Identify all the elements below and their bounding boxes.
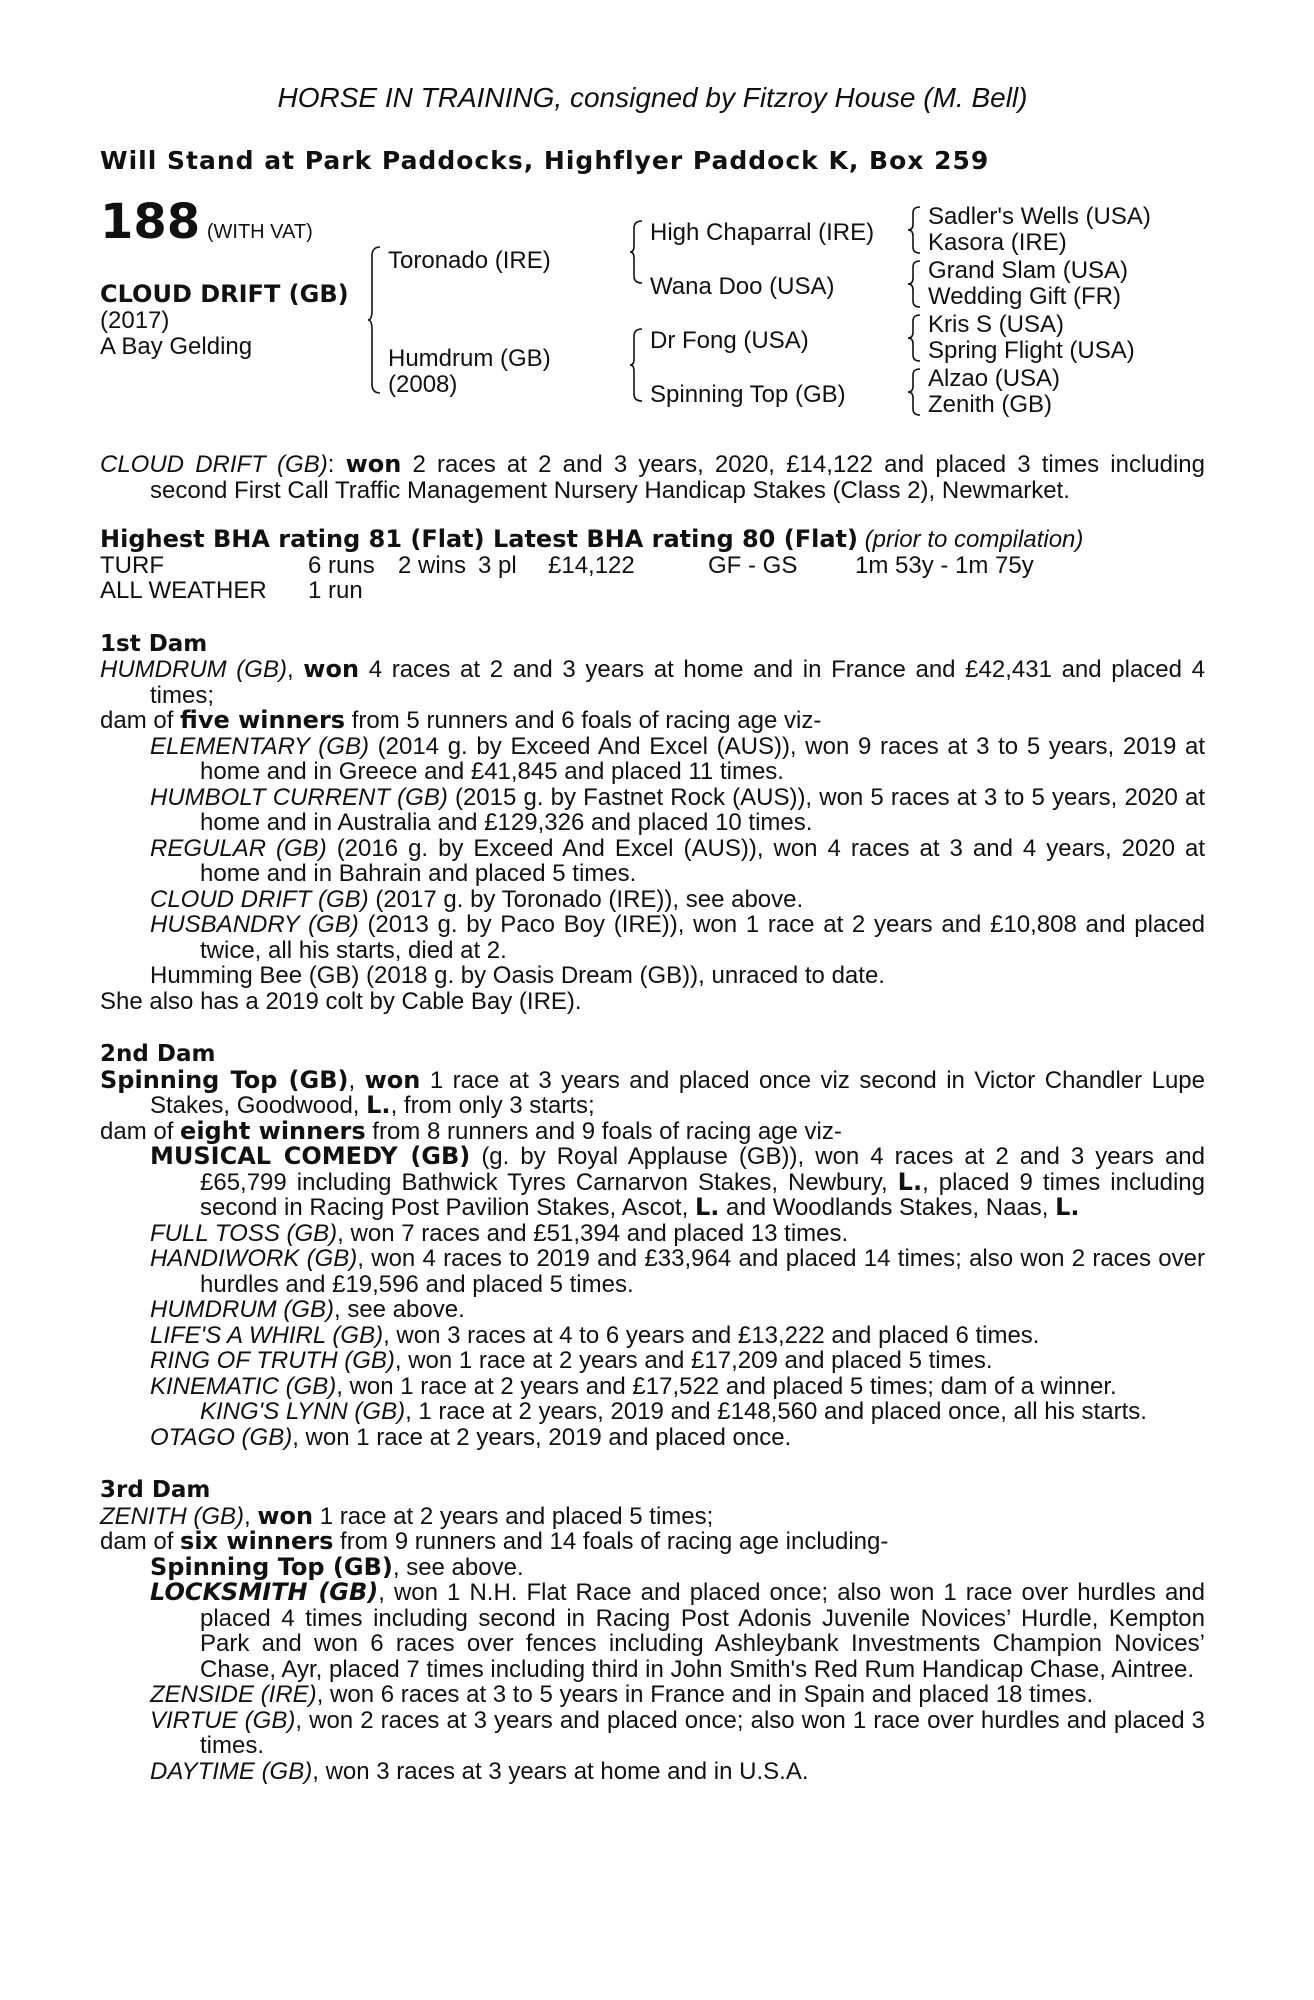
produce-text: (2016 g. by Exceed And Excel (AUS)), won 4 races at 3 and 4 years, 2020 at home and in Bahrain and placed 5 times. [200, 834, 1206, 887]
rating-note: (prior to compilation) [864, 526, 1084, 553]
dam-text: 1 race at 3 years and placed once viz second in Victor Chandler Lupe Stakes, Goodwood, [150, 1066, 1206, 1119]
produce-name: REGULAR (GB) [150, 834, 327, 862]
first-dam-record: HUMDRUM (GB), won 4 races at 2 and 3 years at home and in France and £42,431 and placed 4 times; [100, 655, 1205, 709]
horse-description: A Bay Gelding [100, 333, 253, 360]
produce-name: HUMBOLT CURRENT (GB) [150, 783, 448, 811]
pedigree-bracket [630, 328, 644, 402]
dam-text: 1 race at 2 years and placed 5 times; [319, 1502, 714, 1530]
produce-text: , placed 9 times including second in Racing Post Pavilion Stakes, Ascot, [200, 1168, 1206, 1221]
produce-entry [100, 1425, 1205, 1451]
dam-sire-dam: Spring Flight (USA) [928, 337, 1135, 364]
produce-entry [100, 1323, 1205, 1349]
third-dam-heading: 3rd Dam [100, 1477, 211, 1503]
rating-headline: Highest BHA rating 81 (Flat) Latest BHA rating 80 (Flat) [100, 525, 858, 553]
produce-text: (2013 g. by Paco Boy (IRE)), won 1 race at 2 years and £10,808 and placed twice, all his starts, died at 2. [200, 911, 1206, 964]
winners-count: five winners [180, 706, 346, 734]
produce-entry [100, 1682, 1205, 1708]
produce-name: MUSICAL COMEDY (GB) [150, 1142, 471, 1170]
produce-entry [100, 1297, 1205, 1323]
third-dam-produce-intro [100, 1529, 1205, 1555]
horse-year: (2017) [100, 307, 170, 334]
dam-name: ZENITH (GB) [100, 1502, 244, 1530]
horse-name-ref: CLOUD DRIFT (GB) [100, 451, 328, 478]
produce-text: and Woodlands Stakes, Naas, [726, 1194, 1049, 1221]
all-weather-record [100, 578, 1205, 604]
produce-entry [100, 1144, 1205, 1221]
dam-dam: Spinning Top (GB) [650, 381, 846, 408]
produce-entry [100, 785, 1205, 836]
pedigree-bracket [368, 246, 382, 394]
lot-number: 188 [100, 194, 201, 250]
produce-name: Spinning Top (GB) [150, 1552, 393, 1581]
produce-entry [100, 1374, 1205, 1400]
produce-entry [100, 1221, 1205, 1247]
won-label: won [303, 655, 360, 683]
produce-text: , won 3 races at 4 to 6 years and £13,222 and placed 6 times. [383, 1321, 1040, 1349]
dam-sire: Dr Fong (USA) [650, 327, 809, 354]
produce-note: She also has a 2019 colt by Cable Bay (IRE). [100, 987, 582, 1015]
turf-distance: 1m 53y - 1m 75y [855, 551, 1034, 579]
produce-name: ELEMENTARY (GB) [150, 732, 369, 760]
pedigree-bracket [630, 220, 644, 284]
rating-line [100, 527, 1205, 553]
turf-placed: 3 pl [478, 551, 517, 579]
produce-intro-text: from 9 runners and 14 foals of racing age including- [340, 1528, 889, 1555]
sire-sire-dam: Kasora (IRE) [928, 229, 1067, 256]
produce-name: FULL TOSS (GB) [150, 1219, 338, 1247]
produce-text: , won 1 N.H. Flat Race and placed once; also won 1 race over hurdles and placed 4 times including second in Racing Post Adonis Juvenile Novices’ Hurdle, Kempton Park and won 6 races over fences including Ashleybank Investments Champion Novices’ Chase, Ayr, placed 7 times including third in John Smith's Red Rum Handicap Chase, Aintree. [200, 1579, 1205, 1683]
produce-entry [100, 1580, 1205, 1682]
sire-dam-dam: Wedding Gift (FR) [928, 283, 1121, 310]
turf-record [100, 553, 1205, 579]
vat-note: (WITH VAT) [206, 221, 313, 243]
produce-name: DAYTIME (GB) [150, 1757, 313, 1785]
sire-dam: Wana Doo (USA) [650, 273, 835, 300]
produce-text: (g. by Royal Applause (GB)), won 4 races at 2 and 3 years and £65,799 including Bathwick Tyres Carnarvon Stakes, Newbury, [200, 1143, 1205, 1196]
first-dam-produce-intro [100, 708, 1205, 734]
summary-text: 2 races at 2 and 3 years, 2020, £14,122 and placed 3 times including second First Call Traffic Management Nursery Handicap Stakes (Class 2), Newmarket. [150, 451, 1206, 504]
produce-text: (2014 g. by Exceed And Excel (AUS)), won 9 races at 3 to 5 years, 2019 at home and in Greece and £41,845 and placed 11 times. [200, 732, 1205, 785]
produce-entry [100, 887, 1205, 913]
produce-entry [100, 734, 1205, 785]
produce-name: HUSBANDRY (GB) [150, 911, 359, 938]
sire-sire: High Chaparral (IRE) [650, 219, 875, 246]
dam-dam-dam: Zenith (GB) [928, 391, 1053, 418]
produce-text: (2017 g. by Toronado (IRE)), see above. [375, 885, 804, 913]
produce-text: , won 6 races at 3 to 5 years in France and in Spain and placed 18 times. [316, 1681, 1094, 1708]
produce-text: , won 3 races at 3 years at home and in U.S.A. [312, 1757, 809, 1785]
pedigree-bracket [908, 368, 922, 416]
dam-name: Spinning Top (GB) [100, 1065, 349, 1094]
listed-mark: L. [694, 1193, 720, 1221]
dam-text: , from only 3 starts; [390, 1092, 595, 1119]
aw-label: ALL WEATHER [100, 577, 267, 604]
pedigree-bracket [908, 260, 922, 308]
listed-mark: L. [366, 1091, 391, 1119]
pedigree-bracket [908, 206, 922, 254]
produce-text: (2015 g. by Fastnet Rock (AUS)), won 5 races at 3 to 5 years, 2020 at home and in Australia and £129,326 and placed 10 times. [200, 783, 1206, 836]
produce-text: , won 7 races and £51,394 and placed 13 times. [337, 1219, 849, 1247]
produce-text: , won 2 races at 3 years and placed once; also won 1 race over hurdles and placed 3 times. [200, 1706, 1206, 1759]
dam: Humdrum (GB) [388, 345, 551, 372]
turf-prize: £14,122 [548, 551, 635, 579]
sire-sire-sire: Sadler's Wells (USA) [928, 203, 1151, 230]
produce-text: , won 1 race at 2 years, 2019 and placed once. [292, 1423, 792, 1451]
produce-intro-text: from 8 runners and 9 foals of racing age viz- [372, 1117, 842, 1145]
produce-name: LIFE'S A WHIRL (GB) [150, 1321, 384, 1349]
dam-year: (2008) [388, 371, 458, 398]
dam-of-label: dam of [100, 707, 174, 734]
produce-unraced: Humming Bee (GB) (2018 g. by Oasis Dream (GB)), unraced to date. [150, 962, 885, 989]
lot-heading [100, 194, 313, 250]
horse-name: CLOUD DRIFT (GB) [100, 280, 349, 308]
second-dam-heading: 2nd Dam [100, 1041, 216, 1067]
page-title: HORSE IN TRAINING, consigned by Fitzroy House (M. Bell) [277, 82, 1028, 113]
produce-name: LOCKSMITH (GB) [150, 1578, 379, 1606]
produce-intro-text: from 5 runners and 6 foals of racing age viz- [351, 707, 822, 734]
produce-name: ZENSIDE (IRE) [150, 1681, 317, 1708]
dam-of-label: dam of [100, 1528, 174, 1555]
produce-text: , 1 race at 2 years, 2019 and £148,560 and placed once, all his starts. [405, 1398, 1147, 1425]
produce-text: , see above. [333, 1296, 465, 1323]
pedigree-table [100, 194, 1205, 440]
won-label: won [257, 1501, 314, 1530]
turf-wins: 2 wins [398, 551, 467, 579]
produce-entry [100, 1552, 1205, 1581]
sire: Toronado (IRE) [388, 247, 551, 274]
listed-mark: L. [1055, 1193, 1080, 1221]
produce-name: HANDIWORK (GB) [150, 1245, 358, 1272]
produce-entry [100, 1348, 1205, 1374]
produce-text: , won 1 race at 2 years and £17,209 and placed 5 times. [394, 1347, 993, 1374]
dam-of-label: dam of [100, 1117, 174, 1145]
produce-entry [100, 836, 1205, 887]
dam-text: 4 races at 2 and 3 years at home and in France and £42,431 and placed 4 times; [150, 656, 1205, 709]
winners-count: eight winners [180, 1116, 366, 1145]
dam-name: HUMDRUM (GB) [100, 656, 287, 683]
third-dam-record: ZENITH (GB), won 1 race at 2 years and placed 5 times; [100, 1501, 714, 1530]
sire-dam-sire: Grand Slam (USA) [928, 257, 1129, 284]
first-dam-heading: 1st Dam [100, 630, 208, 657]
produce-entry [100, 1708, 1205, 1759]
produce-text: , won 4 races to 2019 and £33,964 and placed 14 times; also won 2 races over hurdles and £19,596 and placed 5 times. [200, 1245, 1205, 1298]
winners-count: six winners [180, 1527, 334, 1555]
produce-name: KING'S LYNN (GB) [200, 1398, 406, 1425]
catalogue-body [100, 452, 1205, 1784]
stand-location: Will Stand at Park Paddocks, Highflyer Paddock K, Box 259 [100, 146, 990, 175]
produce-text: , won 1 race at 2 years and £17,522 and placed 5 times; dam of a winner. [336, 1372, 1117, 1400]
turf-label: TURF [100, 551, 164, 579]
second-dam-record: Spinning Top (GB), won 1 race at 3 years and placed once viz second in Victor Chandler Lupe Stakes, Goodwood, L., from only 3 starts; [100, 1065, 1206, 1119]
produce-name: KINEMATIC (GB) [150, 1372, 337, 1400]
turf-runs: 6 runs [308, 551, 375, 579]
listed-mark: L. [897, 1167, 923, 1196]
dam-dam-sire: Alzao (USA) [928, 365, 1061, 392]
won-label: won [364, 1065, 421, 1094]
turf-going: GF - GS [708, 551, 798, 579]
produce-entry [100, 1759, 1205, 1785]
second-dam-produce-intro [100, 1116, 1205, 1145]
produce-text: , see above. [392, 1553, 524, 1581]
race-summary: CLOUD DRIFT (GB): won 2 races at 2 and 3 years, 2020, £14,122 and placed 3 times including second First Call Traffic Management Nursery Handicap Stakes (Class 2), Newmarket. [100, 450, 1206, 504]
produce-name: HUMDRUM (GB) [150, 1296, 334, 1323]
produce-name: RING OF TRUTH (GB) [150, 1347, 395, 1374]
dam-sire-sire: Kris S (USA) [928, 311, 1065, 338]
produce-entry [100, 1246, 1205, 1297]
won-label: won [345, 450, 402, 478]
produce-name: OTAGO (GB) [150, 1423, 293, 1451]
pedigree-bracket [908, 314, 922, 362]
aw-runs: 1 run [308, 577, 363, 604]
produce-entry [100, 912, 1205, 963]
produce-name: VIRTUE (GB) [150, 1706, 296, 1734]
produce-name: CLOUD DRIFT (GB) [150, 885, 369, 913]
grand-produce-entry [100, 1399, 1205, 1425]
